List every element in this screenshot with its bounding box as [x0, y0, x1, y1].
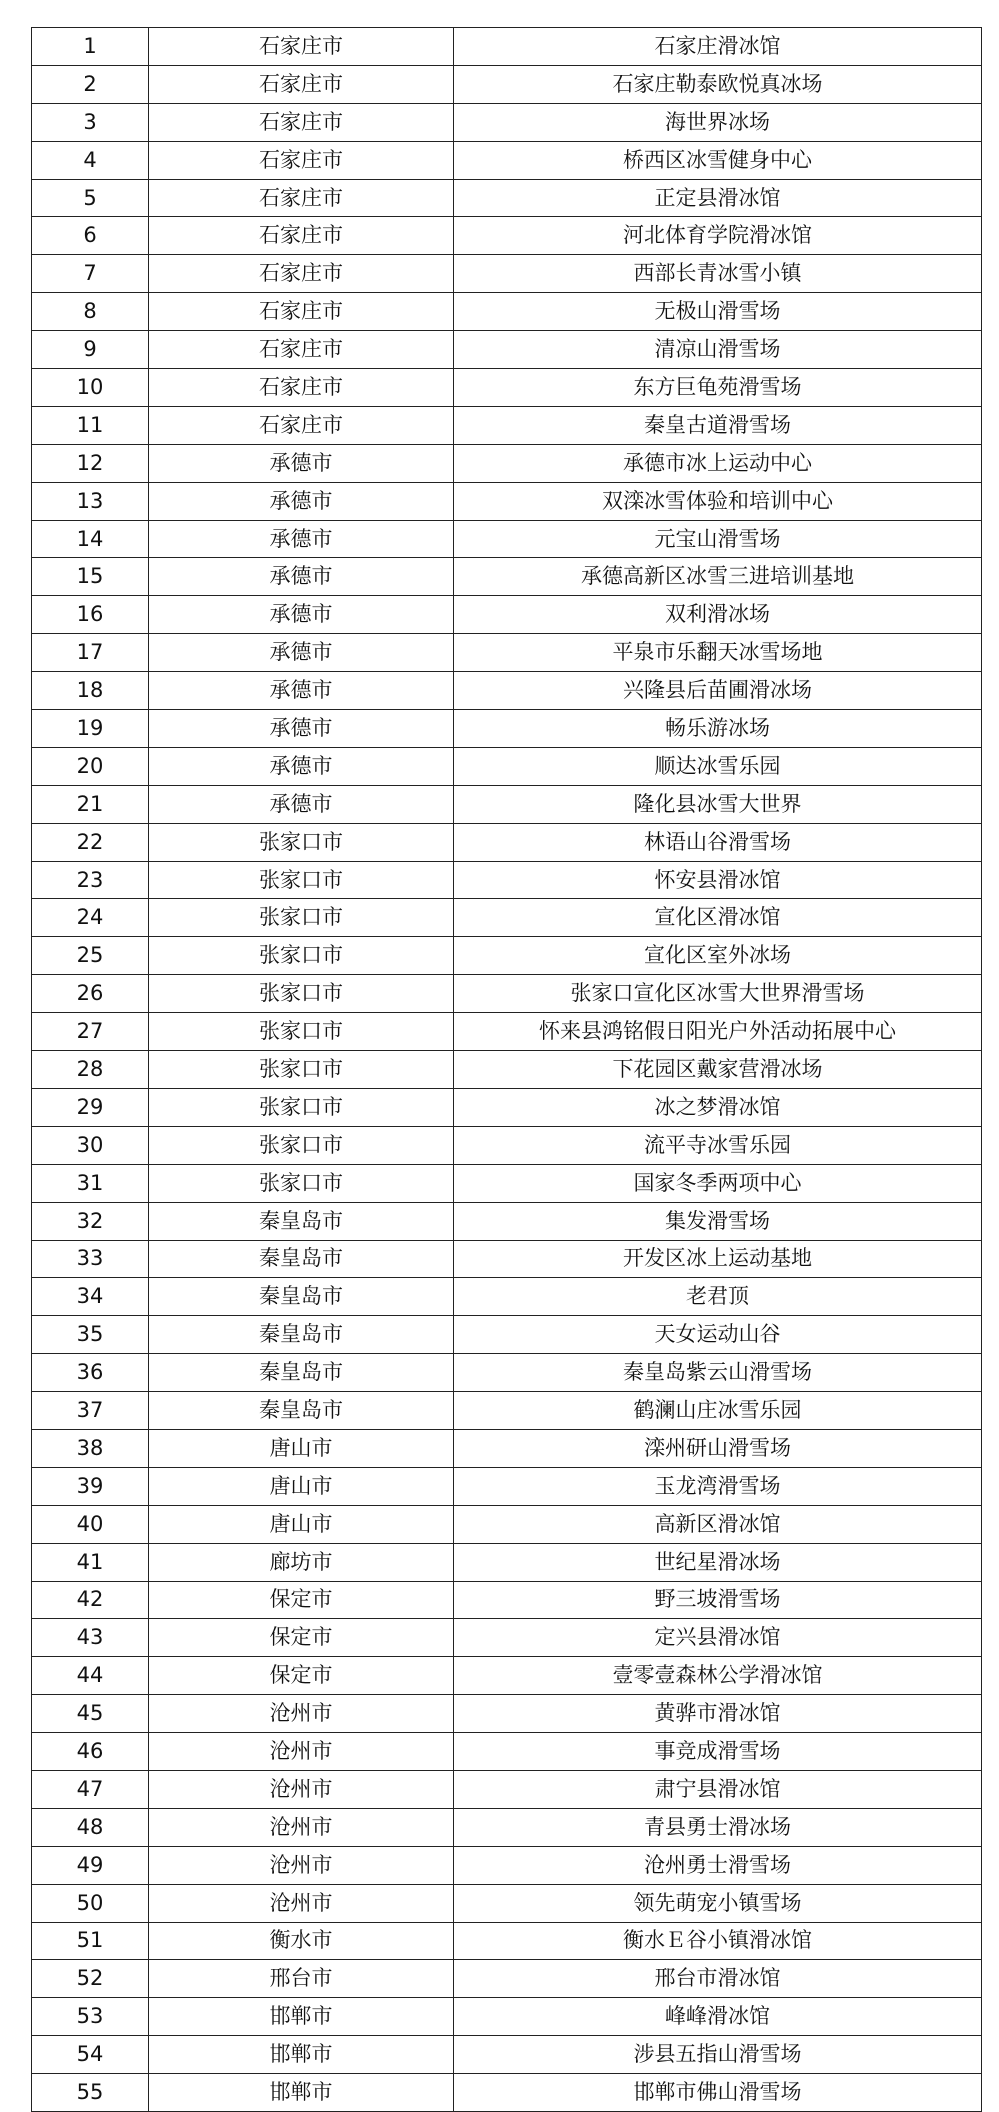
table-row [32, 1164, 982, 1202]
row-number-cell: 38 [32, 1429, 149, 1467]
table-row [32, 747, 982, 785]
venue-name-cell: 石家庄勒泰欧悦真冰场 [454, 65, 982, 103]
venue-name-cell: 顺达冰雪乐园 [454, 747, 982, 785]
row-number-cell: 16 [32, 596, 149, 634]
row-number-cell: 32 [32, 1202, 149, 1240]
venue-name-cell: 领先萌宠小镇雪场 [454, 1884, 982, 1922]
city-cell: 张家口市 [149, 899, 454, 937]
venue-name-cell: 壹零壹森林公学滑冰馆 [454, 1657, 982, 1695]
row-number-cell: 4 [32, 141, 149, 179]
table-row [32, 1202, 982, 1240]
venue-name-cell: 野三坡滑雪场 [454, 1581, 982, 1619]
table-row [32, 1240, 982, 1278]
table-row [32, 823, 982, 861]
venue-name-cell: 桥西区冰雪健身中心 [454, 141, 982, 179]
venue-name-cell: 下花园区戴家营滑冰场 [454, 1051, 982, 1089]
row-number-cell: 11 [32, 406, 149, 444]
row-number-cell: 46 [32, 1733, 149, 1771]
venue-name-cell: 石家庄滑冰馆 [454, 28, 982, 66]
table-row [32, 103, 982, 141]
venue-name-cell: 世纪星滑冰场 [454, 1543, 982, 1581]
city-cell: 承德市 [149, 558, 454, 596]
city-cell: 邯郸市 [149, 1998, 454, 2036]
row-number-cell: 7 [32, 255, 149, 293]
row-number-cell: 52 [32, 1960, 149, 1998]
venue-table-body [32, 28, 982, 2112]
city-cell: 石家庄市 [149, 217, 454, 255]
table-row [32, 937, 982, 975]
venue-name-cell: 集发滑雪场 [454, 1202, 982, 1240]
row-number-cell: 44 [32, 1657, 149, 1695]
venue-name-cell: 涉县五指山滑雪场 [454, 2036, 982, 2074]
table-row [32, 217, 982, 255]
row-number-cell: 26 [32, 975, 149, 1013]
table-row [32, 975, 982, 1013]
city-cell: 张家口市 [149, 1013, 454, 1051]
city-cell: 廊坊市 [149, 1543, 454, 1581]
row-number-cell: 45 [32, 1695, 149, 1733]
venue-name-cell: 开发区冰上运动基地 [454, 1240, 982, 1278]
venue-name-cell: 天女运动山谷 [454, 1316, 982, 1354]
city-cell: 张家口市 [149, 1088, 454, 1126]
city-cell: 石家庄市 [149, 331, 454, 369]
table-row [32, 634, 982, 672]
venue-name-cell: 事竞成滑雪场 [454, 1733, 982, 1771]
city-cell: 承德市 [149, 596, 454, 634]
venue-name-cell: 怀安县滑冰馆 [454, 861, 982, 899]
table-row [32, 710, 982, 748]
row-number-cell: 48 [32, 1808, 149, 1846]
table-row [32, 1922, 982, 1960]
venue-name-cell: 肃宁县滑冰馆 [454, 1770, 982, 1808]
row-number-cell: 5 [32, 179, 149, 217]
city-cell: 张家口市 [149, 975, 454, 1013]
venue-name-cell: 滦州研山滑雪场 [454, 1429, 982, 1467]
city-cell: 保定市 [149, 1619, 454, 1657]
row-number-cell: 13 [32, 482, 149, 520]
table-row [32, 444, 982, 482]
row-number-cell: 24 [32, 899, 149, 937]
row-number-cell: 20 [32, 747, 149, 785]
venue-name-cell: 元宝山滑雪场 [454, 520, 982, 558]
row-number-cell: 23 [32, 861, 149, 899]
city-cell: 承德市 [149, 785, 454, 823]
venue-name-cell: 平泉市乐翻天冰雪场地 [454, 634, 982, 672]
row-number-cell: 33 [32, 1240, 149, 1278]
city-cell: 秦皇岛市 [149, 1202, 454, 1240]
row-number-cell: 31 [32, 1164, 149, 1202]
venue-name-cell: 兴隆县后苗圃滑冰场 [454, 672, 982, 710]
venue-name-cell: 鹤澜山庄冰雪乐园 [454, 1392, 982, 1430]
row-number-cell: 47 [32, 1770, 149, 1808]
city-cell: 石家庄市 [149, 65, 454, 103]
city-cell: 承德市 [149, 672, 454, 710]
venue-name-cell: 邢台市滑冰馆 [454, 1960, 982, 1998]
city-cell: 秦皇岛市 [149, 1240, 454, 1278]
row-number-cell: 51 [32, 1922, 149, 1960]
table-row [32, 520, 982, 558]
table-row [32, 1960, 982, 1998]
row-number-cell: 54 [32, 2036, 149, 2074]
venue-name-cell: 老君顶 [454, 1278, 982, 1316]
city-cell: 石家庄市 [149, 293, 454, 331]
table-row [32, 1808, 982, 1846]
venue-name-cell: 无极山滑雪场 [454, 293, 982, 331]
row-number-cell: 6 [32, 217, 149, 255]
city-cell: 唐山市 [149, 1505, 454, 1543]
table-row [32, 1846, 982, 1884]
venue-name-cell: 西部长青冰雪小镇 [454, 255, 982, 293]
table-row [32, 1278, 982, 1316]
venue-name-cell: 怀来县鸿铭假日阳光户外活动拓展中心 [454, 1013, 982, 1051]
table-row [32, 1126, 982, 1164]
city-cell: 石家庄市 [149, 28, 454, 66]
venue-name-cell: 黄骅市滑冰馆 [454, 1695, 982, 1733]
venue-name-cell: 青县勇士滑冰场 [454, 1808, 982, 1846]
table-row [32, 1392, 982, 1430]
row-number-cell: 19 [32, 710, 149, 748]
table-row [32, 1770, 982, 1808]
row-number-cell: 27 [32, 1013, 149, 1051]
table-row [32, 1505, 982, 1543]
table-row [32, 482, 982, 520]
row-number-cell: 25 [32, 937, 149, 975]
venue-name-cell: 双滦冰雪体验和培训中心 [454, 482, 982, 520]
row-number-cell: 14 [32, 520, 149, 558]
city-cell: 沧州市 [149, 1846, 454, 1884]
city-cell: 沧州市 [149, 1884, 454, 1922]
row-number-cell: 40 [32, 1505, 149, 1543]
table-row [32, 1657, 982, 1695]
row-number-cell: 36 [32, 1354, 149, 1392]
venue-name-cell: 东方巨龟苑滑雪场 [454, 369, 982, 407]
venue-name-cell: 秦皇古道滑雪场 [454, 406, 982, 444]
venue-name-cell: 清凉山滑雪场 [454, 331, 982, 369]
venue-name-cell: 衡水Ｅ谷小镇滑冰馆 [454, 1922, 982, 1960]
venue-name-cell: 张家口宣化区冰雪大世界滑雪场 [454, 975, 982, 1013]
row-number-cell: 22 [32, 823, 149, 861]
row-number-cell: 15 [32, 558, 149, 596]
row-number-cell: 39 [32, 1467, 149, 1505]
table-row [32, 1051, 982, 1089]
venue-name-cell: 流平寺冰雪乐园 [454, 1126, 982, 1164]
table-row [32, 1998, 982, 2036]
table-row [32, 1013, 982, 1051]
city-cell: 石家庄市 [149, 406, 454, 444]
city-cell: 石家庄市 [149, 369, 454, 407]
venue-name-cell: 定兴县滑冰馆 [454, 1619, 982, 1657]
city-cell: 石家庄市 [149, 103, 454, 141]
city-cell: 张家口市 [149, 823, 454, 861]
city-cell: 张家口市 [149, 1164, 454, 1202]
table-row [32, 1467, 982, 1505]
venue-name-cell: 畅乐游冰场 [454, 710, 982, 748]
city-cell: 唐山市 [149, 1467, 454, 1505]
venue-name-cell: 玉龙湾滑雪场 [454, 1467, 982, 1505]
venue-name-cell: 峰峰滑冰馆 [454, 1998, 982, 2036]
table-row [32, 1543, 982, 1581]
table-row [32, 1733, 982, 1771]
venue-name-cell: 隆化县冰雪大世界 [454, 785, 982, 823]
city-cell: 石家庄市 [149, 179, 454, 217]
city-cell: 承德市 [149, 710, 454, 748]
table-row [32, 785, 982, 823]
venue-name-cell: 承德高新区冰雪三进培训基地 [454, 558, 982, 596]
venue-name-cell: 河北体育学院滑冰馆 [454, 217, 982, 255]
city-cell: 沧州市 [149, 1770, 454, 1808]
row-number-cell: 49 [32, 1846, 149, 1884]
city-cell: 石家庄市 [149, 141, 454, 179]
city-cell: 张家口市 [149, 1126, 454, 1164]
city-cell: 张家口市 [149, 861, 454, 899]
table-row [32, 179, 982, 217]
table-row [32, 1316, 982, 1354]
row-number-cell: 53 [32, 1998, 149, 2036]
table-row [32, 369, 982, 407]
city-cell: 承德市 [149, 482, 454, 520]
venue-name-cell: 海世界冰场 [454, 103, 982, 141]
table-row [32, 861, 982, 899]
table-row [32, 1088, 982, 1126]
city-cell: 沧州市 [149, 1808, 454, 1846]
row-number-cell: 10 [32, 369, 149, 407]
venue-name-cell: 秦皇岛紫云山滑雪场 [454, 1354, 982, 1392]
table-row [32, 65, 982, 103]
venue-name-cell: 高新区滑冰馆 [454, 1505, 982, 1543]
table-row [32, 293, 982, 331]
table-row [32, 255, 982, 293]
row-number-cell: 55 [32, 2074, 149, 2112]
venue-name-cell: 邯郸市佛山滑雪场 [454, 2074, 982, 2112]
row-number-cell: 29 [32, 1088, 149, 1126]
row-number-cell: 12 [32, 444, 149, 482]
row-number-cell: 28 [32, 1051, 149, 1089]
row-number-cell: 41 [32, 1543, 149, 1581]
table-row [32, 1695, 982, 1733]
city-cell: 承德市 [149, 634, 454, 672]
city-cell: 唐山市 [149, 1429, 454, 1467]
city-cell: 秦皇岛市 [149, 1278, 454, 1316]
table-row [32, 1581, 982, 1619]
row-number-cell: 43 [32, 1619, 149, 1657]
venue-name-cell: 沧州勇士滑雪场 [454, 1846, 982, 1884]
row-number-cell: 3 [32, 103, 149, 141]
city-cell: 秦皇岛市 [149, 1354, 454, 1392]
table-row [32, 1884, 982, 1922]
row-number-cell: 42 [32, 1581, 149, 1619]
row-number-cell: 8 [32, 293, 149, 331]
row-number-cell: 30 [32, 1126, 149, 1164]
city-cell: 邯郸市 [149, 2036, 454, 2074]
row-number-cell: 50 [32, 1884, 149, 1922]
city-cell: 张家口市 [149, 937, 454, 975]
venue-name-cell: 宣化区滑冰馆 [454, 899, 982, 937]
venue-name-cell: 国家冬季两项中心 [454, 1164, 982, 1202]
table-row [32, 331, 982, 369]
city-cell: 沧州市 [149, 1733, 454, 1771]
city-cell: 沧州市 [149, 1695, 454, 1733]
table-row [32, 596, 982, 634]
table-row [32, 1429, 982, 1467]
city-cell: 石家庄市 [149, 255, 454, 293]
city-cell: 秦皇岛市 [149, 1392, 454, 1430]
venue-table [31, 27, 982, 2112]
table-row [32, 141, 982, 179]
city-cell: 承德市 [149, 520, 454, 558]
table-row [32, 2036, 982, 2074]
row-number-cell: 17 [32, 634, 149, 672]
row-number-cell: 18 [32, 672, 149, 710]
row-number-cell: 21 [32, 785, 149, 823]
city-cell: 邢台市 [149, 1960, 454, 1998]
city-cell: 秦皇岛市 [149, 1316, 454, 1354]
table-row [32, 899, 982, 937]
row-number-cell: 9 [32, 331, 149, 369]
venue-name-cell: 承德市冰上运动中心 [454, 444, 982, 482]
row-number-cell: 2 [32, 65, 149, 103]
venue-name-cell: 正定县滑冰馆 [454, 179, 982, 217]
table-row [32, 2074, 982, 2112]
table-row [32, 1619, 982, 1657]
venue-name-cell: 宣化区室外冰场 [454, 937, 982, 975]
venue-name-cell: 双利滑冰场 [454, 596, 982, 634]
row-number-cell: 1 [32, 28, 149, 66]
table-row [32, 1354, 982, 1392]
venue-name-cell: 林语山谷滑雪场 [454, 823, 982, 861]
row-number-cell: 35 [32, 1316, 149, 1354]
table-row [32, 406, 982, 444]
city-cell: 邯郸市 [149, 2074, 454, 2112]
city-cell: 承德市 [149, 747, 454, 785]
table-row [32, 558, 982, 596]
venue-name-cell: 冰之梦滑冰馆 [454, 1088, 982, 1126]
table-row [32, 28, 982, 66]
row-number-cell: 37 [32, 1392, 149, 1430]
city-cell: 保定市 [149, 1581, 454, 1619]
table-row [32, 672, 982, 710]
city-cell: 承德市 [149, 444, 454, 482]
city-cell: 衡水市 [149, 1922, 454, 1960]
city-cell: 张家口市 [149, 1051, 454, 1089]
city-cell: 保定市 [149, 1657, 454, 1695]
row-number-cell: 34 [32, 1278, 149, 1316]
